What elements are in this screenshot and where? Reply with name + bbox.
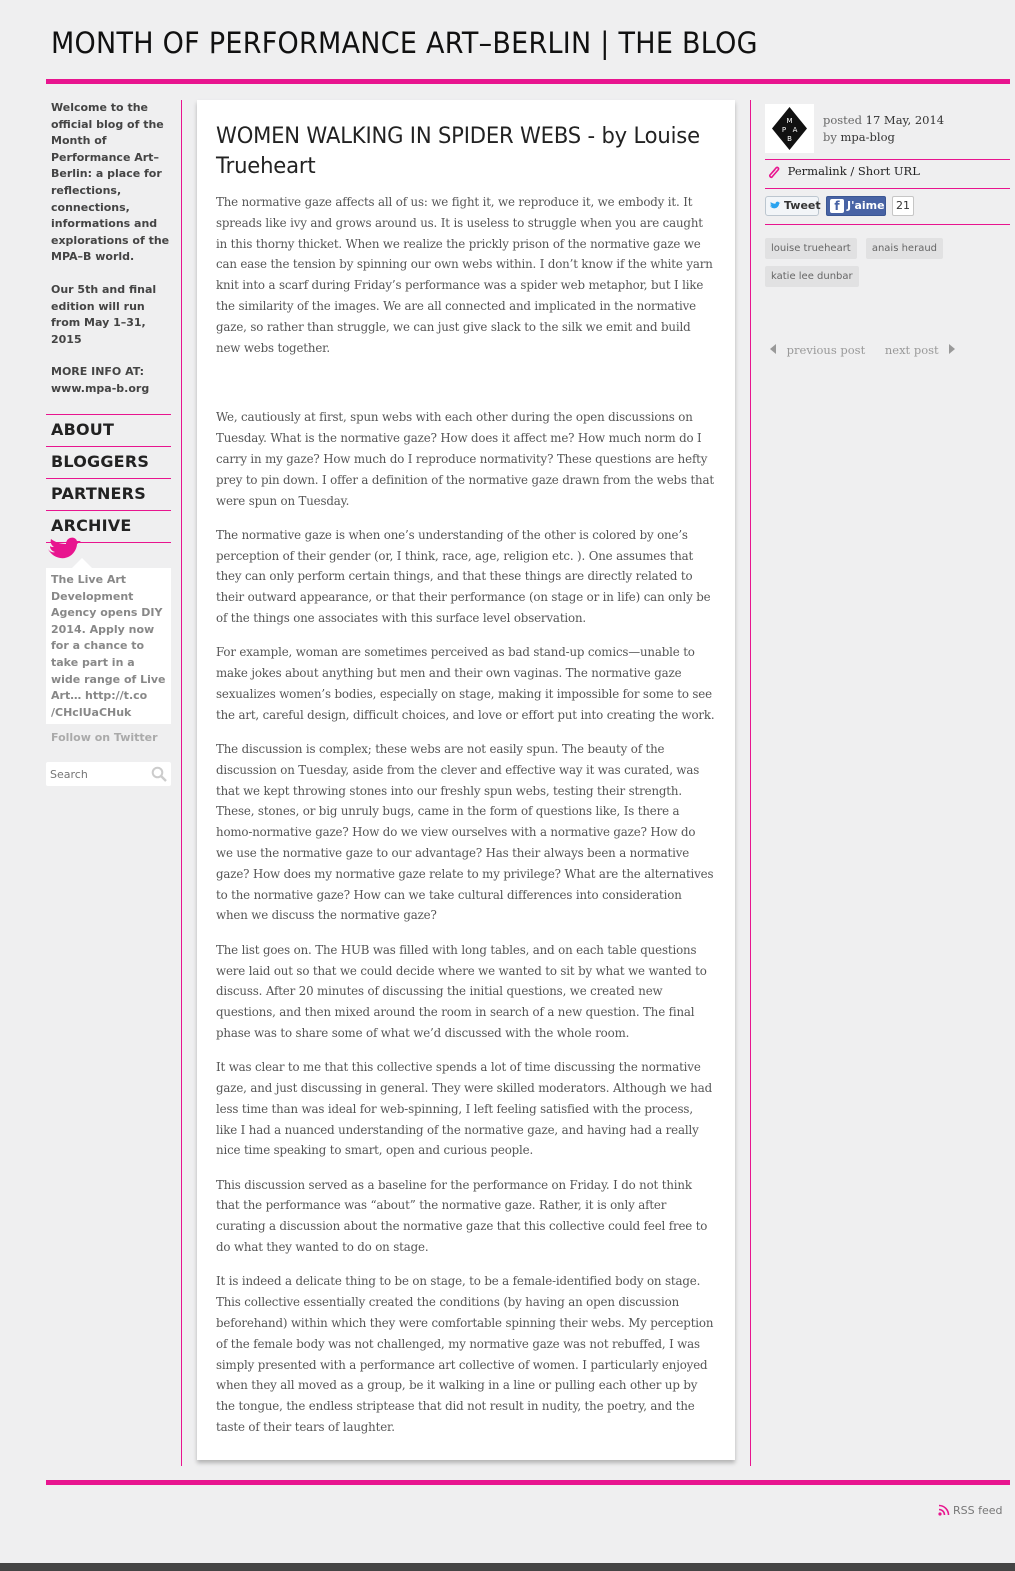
tweet-button[interactable] [765, 196, 819, 216]
follow-on-twitter-link[interactable]: Follow on Twitter [51, 731, 158, 744]
main-nav [46, 414, 171, 543]
posted-info [823, 112, 944, 146]
tag[interactable]: katie lee dunbar [765, 266, 859, 287]
rss-feed-link[interactable] [938, 1504, 1003, 1517]
more-info [51, 364, 171, 397]
paperclip-icon [767, 165, 781, 179]
meta-divider [765, 224, 1010, 225]
more-info-link[interactable]: www.mpa-b.org [51, 381, 150, 395]
nav-partners[interactable]: PARTNERS [46, 479, 171, 511]
post-paragraph: The normative gaze is when one’s understanding of the other is colored by one’s perception of their gender (or, I think, race, age, religion etc. ). One assumes that they can only perform certain things, and that these things are directly related to their outward appearance, or that their performance (on stage or in life) can only be of the things one associates with this surface level observation. [216, 527, 711, 626]
posted-date: 17 May, 2014 [865, 113, 945, 127]
short-url-link[interactable]: Short URL [857, 164, 920, 178]
latest-tweet[interactable]: The Live Art Development Agency opens DIY 2014. Apply now for a chance to take part in a wide range of Live Art… http://t.co /CHclUaCHuk [46, 568, 171, 724]
facebook-like-label: J'aime [847, 199, 885, 212]
meta-divider [765, 188, 1010, 189]
tag[interactable]: louise trueheart [765, 238, 857, 259]
rss-icon [938, 1504, 950, 1516]
tweet-button-label: Tweet [784, 199, 821, 212]
svg-text:B: B [787, 135, 792, 143]
twitter-icon [769, 200, 782, 212]
welcome-text [46, 100, 171, 398]
post-body [216, 192, 715, 1438]
left-sidebar [46, 100, 171, 744]
by-label: by [823, 130, 837, 144]
search-input[interactable] [46, 762, 142, 786]
post-paragraph: The normative gaze affects all of us: we fight it, we reproduce it, we embody it. It spreads like ivy and grows around us. It is useless to struggle when you are caught in this thorny thicket. When we realize the prickly prison of the normative gaze we can ease the tension by spinning our own webs within. I don’t know if the white yarn knit into a scarf during Friday’s performance was a spider web metaphor, but I like the similarity of the images. We are all connected and implicated in the normative gaze, so rather than struggle, we can just give slack to the silk we emit and build new webs together. [216, 195, 713, 355]
post-pager [769, 343, 956, 357]
tweet-box-notch [72, 558, 92, 568]
chevron-left-icon [769, 344, 777, 354]
window-bottom-bar [0, 1563, 1015, 1571]
permalink-row [767, 164, 920, 179]
next-post-label: next post [884, 343, 939, 357]
site-title[interactable]: MONTH OF PERFORMANCE ART–BERLIN | THE BLOG [51, 26, 758, 60]
post-title: WOMEN WALKING IN SPIDER WEBS - by Louise Trueheart [216, 124, 700, 179]
next-post-link[interactable] [885, 343, 956, 357]
author-link[interactable]: mpa-blog [840, 130, 895, 144]
right-divider [750, 100, 751, 1466]
permalink-link[interactable]: Permalink [787, 164, 847, 178]
nav-archive[interactable]: ARCHIVE [46, 511, 171, 543]
chevron-right-icon [948, 344, 956, 354]
post-paragraph: For example, woman are sometimes perceived as bad stand-up comics—unable to make jokes about anything but men and their own vaginas. The normative gaze sexualizes women’s bodies, especially on stage, making it impossible for some to see the art, careful design, difficult choices, and love or effort put into creating the work. [216, 645, 715, 722]
post-paragraph: The list goes on. The HUB was filled with long tables, and on each table questions were laid out so that we could decide where we wanted to sit by what we wanted to discuss. After 20 minutes of discussing the initial questions, we created new questions, and then mixed around the room in search of a new question. The final phase was to share some of what we’d discussed with the whole room. [216, 942, 707, 1040]
post-paragraph: We, cautiously at first, spun webs with each other during the open discussions on Tuesday. What is the normative gaze? How does it affect me? How much norm do I carry in my gaze? How much do I reproduce normativity? These questions are hefty prey to pin down. I offer a definition of the normative gaze drawn from the webs that were spun on Tuesday. [216, 410, 714, 508]
previous-post-link[interactable] [769, 343, 865, 357]
post-paragraph: It was clear to me that this collective spends a lot of time discussing the normative gaze, and just discussing in general. They were skilled moderators. Although we had less time than was ideal for web-spinning, I left feeling satisfied with the process, like I had a nuanced understanding of the normative gaze, and having had a really nice time speaking to smart, open and curious people. [216, 1060, 712, 1158]
link-separator: / [850, 164, 855, 178]
nav-about[interactable]: ABOUT [46, 415, 171, 447]
meta-divider [765, 159, 1010, 160]
svg-text:P: P [781, 126, 787, 134]
edition-paragraph: Our 5th and final edition will run from May 1–31, 2015 [51, 282, 157, 346]
search-box [46, 762, 171, 786]
rss-label: RSS feed [953, 1504, 1003, 1517]
post-paragraph: The discussion is complex; these webs are not easily spun. The beauty of the discussion on Tuesday, aside from the clever and effective way it was curated, was that we kept throwing stones into our freshly spun webs, testing their strength. These, stones, or big unruly bugs, came in the form of questions like, Is there a homo-normative gaze? How do we view ourselves with a normative gaze? How do we use the normative gaze to our advantage? Has their always been a normative gaze? How does my normative gaze relate to my privilege? What are the alternatives to the normative gaze? How can we take cultural differences into consideration when we discuss the normative gaze? [216, 742, 714, 923]
left-divider [181, 100, 182, 1466]
more-info-label: MORE INFO AT: [51, 365, 145, 379]
tag-list [765, 236, 1010, 292]
post-paragraph: It is indeed a delicate thing to be on stage, to be a female-identified body on stage. This collective essentially created the conditions (by having an open discussion beforehand) within which they were comfortable spinning their webs. My perception of the female body was not challenged, my normative gaze was not rebuffed, I was simply presented with a performance art collective of women. I particularly enjoyed when they all moved as a group, be it walking in a line or pulling each other up by the tongue, the endless striptease that did not result in nudity, the poetry, and the taste of their tears of laughter. [216, 1274, 714, 1434]
tag[interactable]: anais heraud [866, 238, 943, 259]
site-header [46, 0, 1010, 84]
search-icon[interactable] [151, 766, 167, 782]
posted-label: posted [823, 113, 862, 127]
post-paragraph: This discussion served as a baseline for the performance on Friday. I do not think that the performance was “about” the normative gaze. Rather, it is only after curating a discussion about the normative gaze that this collective could feel free to do what they wanted to do on stage. [216, 1177, 708, 1255]
footer-divider [46, 1480, 1010, 1485]
facebook-like-button[interactable] [826, 196, 886, 216]
mpab-logo-icon [765, 104, 814, 153]
author-avatar[interactable] [765, 104, 814, 153]
nav-bloggers[interactable]: BLOGGERS [46, 447, 171, 479]
previous-post-label: previous post [786, 343, 866, 357]
svg-text:A: A [792, 126, 798, 134]
like-count: 21 [892, 196, 914, 216]
svg-text:M: M [786, 117, 793, 125]
blog-post [197, 100, 735, 1460]
welcome-paragraph: Welcome to the official blog of the Month of Performance Art–Berlin: a place for reflections, connections, informations and explorations of the MPA–B world. [51, 101, 170, 264]
facebook-icon: f [830, 199, 844, 213]
